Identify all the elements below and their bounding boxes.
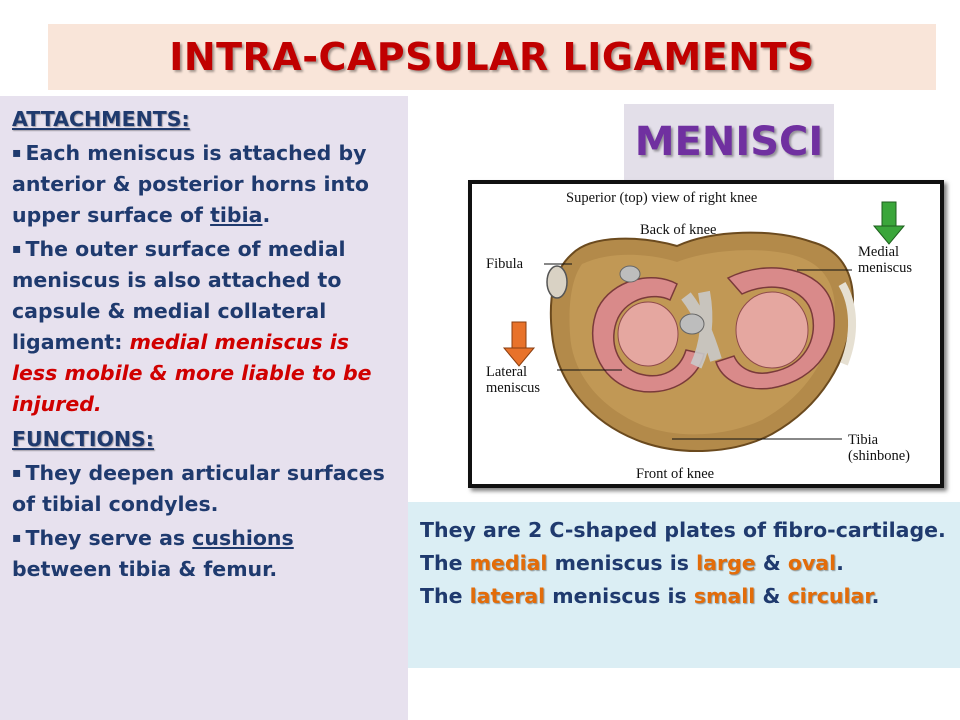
green-arrow-icon (874, 202, 904, 244)
injury-note: medial meniscus is less mobile & more liable to be injured. (12, 330, 372, 416)
attachments-heading: ATTACHMENTS: (12, 107, 190, 131)
lateral-label-line2: meniscus (486, 380, 540, 396)
attachment-bullet-2: ▪ The outer surface of medial meniscus is also attached to capsule & medial collateral ligament: medial meniscus is less mobile & more liable to be injured. (12, 234, 398, 420)
function-bullet-2: ▪ They serve as cushions between tibia & femur. (12, 523, 398, 585)
oval-highlight: oval (787, 551, 837, 575)
info-line-2: The medial meniscus is large & oval. (420, 551, 844, 575)
info-line-3: The lateral meniscus is small & circular. (420, 584, 880, 608)
bullet-icon: ▪ (12, 145, 22, 161)
title-banner (48, 24, 936, 90)
functions-heading: FUNCTIONS: (12, 427, 155, 451)
menisci-heading: MENISCI (634, 119, 824, 165)
cushions-underlined: cushions (192, 526, 294, 550)
tibia-label-line2: (shinbone) (848, 448, 911, 464)
front-of-knee-label: Front of knee (636, 466, 715, 482)
menisci-info-box (408, 502, 960, 668)
left-text-panel (0, 96, 408, 720)
large-highlight: large (696, 551, 756, 575)
knee-diagram (468, 180, 944, 488)
info-line-1: They are 2 C-shaped plates of fibro-cartilage. (420, 518, 946, 542)
attachment-bullet-1: ▪ Each meniscus is attached by anterior & posterior horns into upper surface of tibia. (12, 138, 398, 231)
bullet-icon: ▪ (12, 241, 22, 257)
fibula-label: Fibula (486, 256, 524, 272)
lateral-highlight: lateral (469, 584, 546, 608)
medial-label-line1: Medial (858, 244, 900, 260)
menisci-heading-box (624, 104, 834, 180)
tibia-underlined: tibia (210, 203, 263, 227)
orange-arrow-icon (504, 322, 534, 366)
tibia-label-line1: Tibia (848, 432, 879, 448)
lateral-label-line1: Lateral (486, 364, 528, 380)
figure-caption: Superior (top) view of right knee (566, 190, 758, 206)
small-highlight: small (693, 584, 756, 608)
medial-label-line2: meniscus (858, 260, 912, 276)
page-title: INTRA-CAPSULAR LIGAMENTS (169, 35, 815, 79)
bullet-icon: ▪ (12, 465, 22, 481)
bullet-icon: ▪ (12, 530, 22, 546)
medial-highlight: medial (469, 551, 548, 575)
fibula-head (547, 266, 567, 298)
circular-highlight: circular (787, 584, 872, 608)
back-of-knee-label: Back of knee (640, 222, 717, 238)
function-bullet-1: ▪ They deepen articular surfaces of tibial condyles. (12, 458, 398, 520)
